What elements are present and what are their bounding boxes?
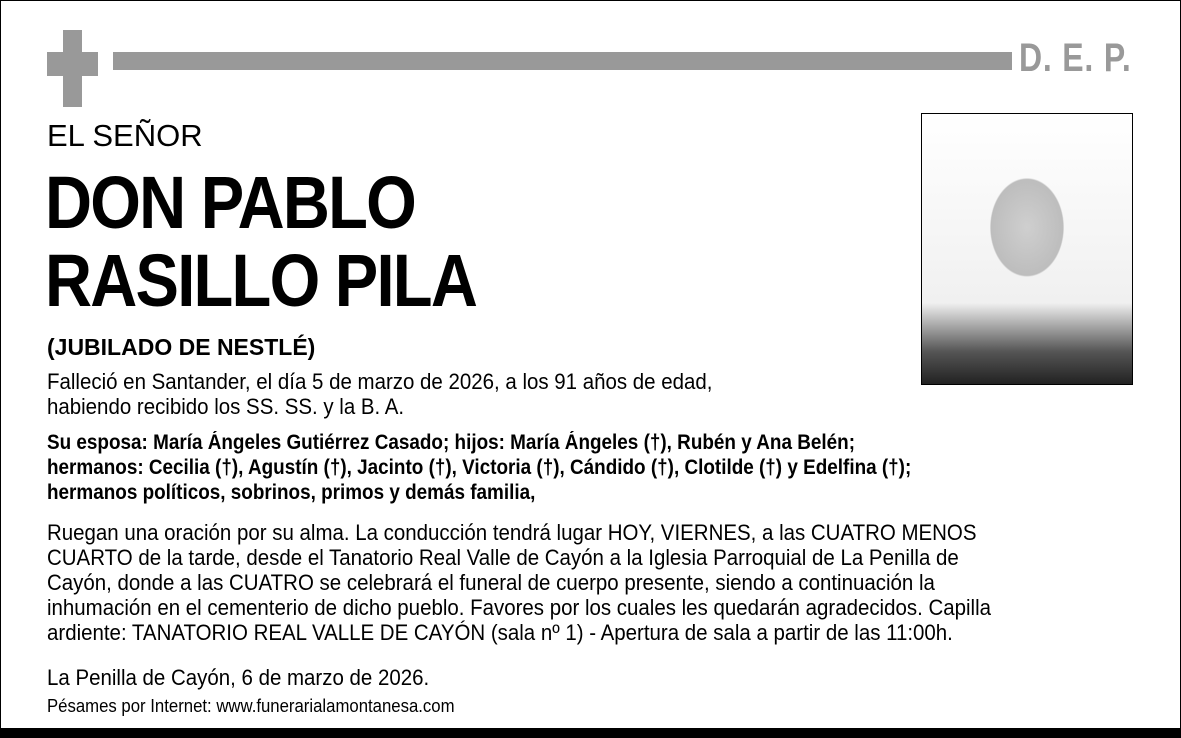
name-line: RASILLO PILA (45, 239, 477, 322)
family-list (47, 430, 911, 505)
text-line: hermanos políticos, sobrinos, primos y demás familia, (47, 481, 536, 504)
header-rule (113, 52, 1012, 70)
service-details (47, 520, 991, 645)
text-line: Ruegan una oración por su alma. La conducción tendrá lugar HOY, VIERNES, a las CUATRO MENOS (47, 520, 977, 545)
text-line: Falleció en Santander, el día 5 de marzo de 2026, a los 91 años de edad, (47, 369, 713, 394)
honorific: EL SEÑOR (47, 118, 203, 153)
death-notice (47, 369, 712, 419)
text-line: ardiente: TANATORIO REAL VALLE DE CAYÓN (sala nº 1) - Apertura de sala a partir de las 11:00h. (47, 620, 953, 645)
name-line: DON PABLO (45, 161, 416, 244)
portrait-photo (921, 113, 1133, 385)
bottom-bar (0, 728, 1181, 738)
place-date: La Penilla de Cayón, 6 de marzo de 2026. (47, 665, 430, 690)
text-line: inhumación en el cementerio de dicho pueblo. Favores por los cuales les quedarán agradecidos. Capilla (47, 595, 992, 620)
deceased-name (45, 161, 477, 322)
text-line: Cayón, donde a las CUATRO se celebrará el funeral de cuerpo presente, siendo a continuación la (47, 570, 935, 595)
occupation: (JUBILADO DE NESTLÉ) (47, 334, 316, 360)
text-line: CUARTO de la tarde, desde el Tanatorio Real Valle de Cayón a la Iglesia Parroquial de La Penilla de (47, 545, 959, 570)
dep-label: D. E. P. (1019, 36, 1132, 80)
text-line: habiendo recibido los SS. SS. y la B. A. (47, 394, 405, 419)
text-line: hermanos: Cecilia (†), Agustín (†), Jacinto (†), Victoria (†), Cándido (†), Clotilde (†) y Edelfina (†); (47, 456, 912, 479)
text-line: Su esposa: María Ángeles Gutiérrez Casado; hijos: María Ángeles (†), Rubén y Ana Belén; (47, 431, 856, 454)
cross-icon-arm (47, 52, 98, 76)
condolences-link: Pésames por Internet: www.funerarialamontanesa.com (47, 696, 455, 716)
